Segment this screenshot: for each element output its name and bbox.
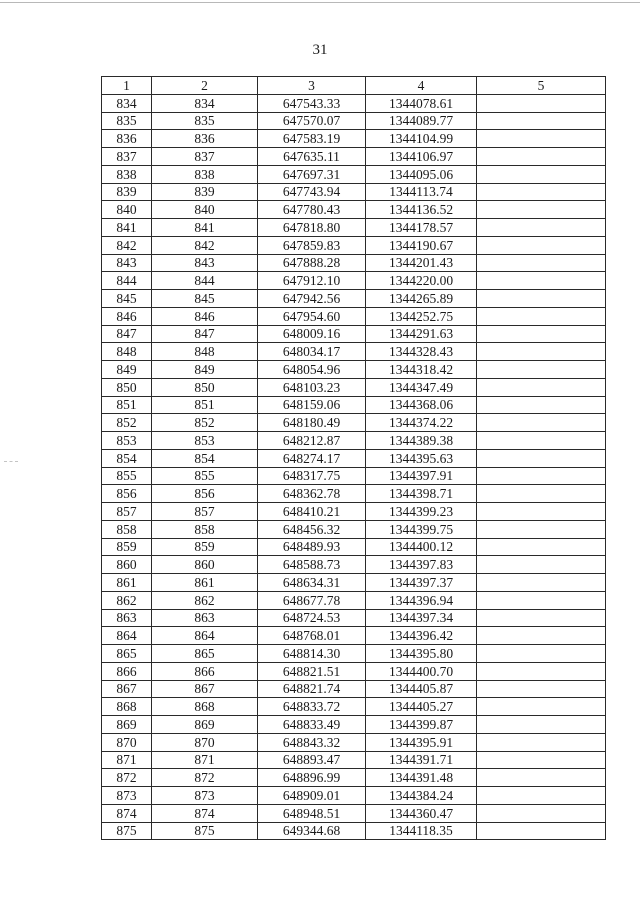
- point-id-cell: 869: [152, 716, 258, 734]
- point-number-cell: 835: [102, 112, 152, 130]
- column-header-3: 3: [258, 77, 366, 95]
- note-cell: [477, 591, 606, 609]
- point-number-cell: 841: [102, 219, 152, 237]
- note-cell: [477, 432, 606, 450]
- coordinate-y-cell: 1344395.80: [366, 645, 477, 663]
- coordinate-x-cell: 648274.17: [258, 449, 366, 467]
- table-row: [102, 396, 606, 414]
- note-cell: [477, 165, 606, 183]
- note-cell: [477, 645, 606, 663]
- table-row: [102, 201, 606, 219]
- coordinate-y-cell: 1344104.99: [366, 130, 477, 148]
- point-number-cell: 849: [102, 361, 152, 379]
- point-number-cell: 864: [102, 627, 152, 645]
- coordinate-x-cell: 647954.60: [258, 307, 366, 325]
- header-row: [102, 77, 606, 95]
- table-row: [102, 148, 606, 166]
- point-number-cell: 870: [102, 733, 152, 751]
- point-id-cell: 834: [152, 94, 258, 112]
- point-number-cell: 872: [102, 769, 152, 787]
- table-row: [102, 804, 606, 822]
- coordinate-y-cell: 1344396.42: [366, 627, 477, 645]
- note-cell: [477, 449, 606, 467]
- point-number-cell: 863: [102, 609, 152, 627]
- table-row: [102, 769, 606, 787]
- note-cell: [477, 272, 606, 290]
- point-number-cell: 837: [102, 148, 152, 166]
- table-row: [102, 716, 606, 734]
- coordinate-y-cell: 1344078.61: [366, 94, 477, 112]
- point-id-cell: 864: [152, 627, 258, 645]
- point-number-cell: 873: [102, 787, 152, 805]
- table-row: [102, 538, 606, 556]
- coordinate-x-cell: 648814.30: [258, 645, 366, 663]
- point-id-cell: 851: [152, 396, 258, 414]
- note-cell: [477, 378, 606, 396]
- point-id-cell: 835: [152, 112, 258, 130]
- note-cell: [477, 361, 606, 379]
- note-cell: [477, 414, 606, 432]
- point-id-cell: 872: [152, 769, 258, 787]
- coordinate-y-cell: 1344095.06: [366, 165, 477, 183]
- note-cell: [477, 343, 606, 361]
- point-id-cell: 840: [152, 201, 258, 219]
- point-id-cell: 861: [152, 574, 258, 592]
- column-header-2: 2: [152, 77, 258, 95]
- note-cell: [477, 503, 606, 521]
- table-row: [102, 449, 606, 467]
- point-id-cell: 844: [152, 272, 258, 290]
- point-id-cell: 873: [152, 787, 258, 805]
- table-row: [102, 485, 606, 503]
- note-cell: [477, 467, 606, 485]
- table-row: [102, 680, 606, 698]
- table-header: [102, 77, 606, 95]
- table-row: [102, 307, 606, 325]
- point-id-cell: 850: [152, 378, 258, 396]
- note-cell: [477, 201, 606, 219]
- point-number-cell: 871: [102, 751, 152, 769]
- coordinate-y-cell: 1344396.94: [366, 591, 477, 609]
- note-cell: [477, 325, 606, 343]
- coordinate-x-cell: 648833.72: [258, 698, 366, 716]
- coordinate-x-cell: 647818.80: [258, 219, 366, 237]
- coordinate-x-cell: 648821.74: [258, 680, 366, 698]
- coordinate-y-cell: 1344291.63: [366, 325, 477, 343]
- note-cell: [477, 609, 606, 627]
- point-id-cell: 858: [152, 520, 258, 538]
- note-cell: [477, 112, 606, 130]
- coordinate-y-cell: 1344399.23: [366, 503, 477, 521]
- point-number-cell: 875: [102, 822, 152, 840]
- table-row: [102, 662, 606, 680]
- point-id-cell: 843: [152, 254, 258, 272]
- point-number-cell: 859: [102, 538, 152, 556]
- table-row: [102, 378, 606, 396]
- coordinate-y-cell: 1344391.71: [366, 751, 477, 769]
- table-row: [102, 254, 606, 272]
- point-id-cell: 856: [152, 485, 258, 503]
- coordinate-x-cell: 648362.78: [258, 485, 366, 503]
- margin-mark: [4, 461, 18, 462]
- coordinate-y-cell: 1344089.77: [366, 112, 477, 130]
- point-id-cell: 874: [152, 804, 258, 822]
- note-cell: [477, 733, 606, 751]
- point-id-cell: 860: [152, 556, 258, 574]
- point-number-cell: 855: [102, 467, 152, 485]
- point-number-cell: 867: [102, 680, 152, 698]
- note-cell: [477, 183, 606, 201]
- point-number-cell: 842: [102, 236, 152, 254]
- table-row: [102, 219, 606, 237]
- point-number-cell: 838: [102, 165, 152, 183]
- table-row: [102, 414, 606, 432]
- table-row: [102, 272, 606, 290]
- point-id-cell: 867: [152, 680, 258, 698]
- point-number-cell: 848: [102, 343, 152, 361]
- point-id-cell: 865: [152, 645, 258, 663]
- table-row: [102, 183, 606, 201]
- page-number: 31: [312, 42, 328, 58]
- point-id-cell: 847: [152, 325, 258, 343]
- coordinate-x-cell: 647583.19: [258, 130, 366, 148]
- coordinate-x-cell: 647780.43: [258, 201, 366, 219]
- coordinate-x-cell: 647697.31: [258, 165, 366, 183]
- note-cell: [477, 574, 606, 592]
- point-number-cell: 865: [102, 645, 152, 663]
- coordinate-x-cell: 648410.21: [258, 503, 366, 521]
- coordinate-y-cell: 1344252.75: [366, 307, 477, 325]
- coordinate-x-cell: 648180.49: [258, 414, 366, 432]
- coordinate-y-cell: 1344399.75: [366, 520, 477, 538]
- point-id-cell: 848: [152, 343, 258, 361]
- point-number-cell: 869: [102, 716, 152, 734]
- point-id-cell: 837: [152, 148, 258, 166]
- coordinate-y-cell: 1344374.22: [366, 414, 477, 432]
- point-number-cell: 856: [102, 485, 152, 503]
- coordinate-x-cell: 648893.47: [258, 751, 366, 769]
- table-row: [102, 627, 606, 645]
- coordinate-x-cell: 648833.49: [258, 716, 366, 734]
- note-cell: [477, 396, 606, 414]
- coordinate-y-cell: 1344265.89: [366, 290, 477, 308]
- coordinate-y-cell: 1344113.74: [366, 183, 477, 201]
- coordinate-x-cell: 648456.32: [258, 520, 366, 538]
- note-cell: [477, 485, 606, 503]
- point-number-cell: 868: [102, 698, 152, 716]
- table-row: [102, 361, 606, 379]
- coordinate-y-cell: 1344201.43: [366, 254, 477, 272]
- table-row: [102, 574, 606, 592]
- note-cell: [477, 130, 606, 148]
- point-id-cell: 875: [152, 822, 258, 840]
- table-row: [102, 645, 606, 663]
- note-cell: [477, 556, 606, 574]
- point-number-cell: 836: [102, 130, 152, 148]
- point-number-cell: 844: [102, 272, 152, 290]
- coordinate-x-cell: 647942.56: [258, 290, 366, 308]
- coordinate-y-cell: 1344318.42: [366, 361, 477, 379]
- coordinate-y-cell: 1344328.43: [366, 343, 477, 361]
- coordinate-y-cell: 1344405.87: [366, 680, 477, 698]
- point-id-cell: 859: [152, 538, 258, 556]
- note-cell: [477, 307, 606, 325]
- note-cell: [477, 538, 606, 556]
- coordinate-y-cell: 1344397.34: [366, 609, 477, 627]
- table-row: [102, 94, 606, 112]
- table-row: [102, 733, 606, 751]
- coordinate-y-cell: 1344360.47: [366, 804, 477, 822]
- table-row: [102, 290, 606, 308]
- note-cell: [477, 787, 606, 805]
- coordinate-y-cell: 1344368.06: [366, 396, 477, 414]
- point-number-cell: 846: [102, 307, 152, 325]
- coordinate-y-cell: 1344391.48: [366, 769, 477, 787]
- coordinate-x-cell: 648159.06: [258, 396, 366, 414]
- note-cell: [477, 520, 606, 538]
- point-id-cell: 870: [152, 733, 258, 751]
- point-number-cell: 858: [102, 520, 152, 538]
- table-row: [102, 236, 606, 254]
- point-id-cell: 839: [152, 183, 258, 201]
- point-id-cell: 857: [152, 503, 258, 521]
- point-id-cell: 871: [152, 751, 258, 769]
- table-row: [102, 556, 606, 574]
- point-id-cell: 863: [152, 609, 258, 627]
- column-header-5: 5: [477, 77, 606, 95]
- table-row: [102, 112, 606, 130]
- coordinate-x-cell: 647888.28: [258, 254, 366, 272]
- table-row: [102, 822, 606, 840]
- table-row: [102, 698, 606, 716]
- coordinate-y-cell: 1344190.67: [366, 236, 477, 254]
- point-id-cell: 852: [152, 414, 258, 432]
- note-cell: [477, 698, 606, 716]
- coordinate-y-cell: 1344397.37: [366, 574, 477, 592]
- point-number-cell: 840: [102, 201, 152, 219]
- note-cell: [477, 751, 606, 769]
- coordinate-y-cell: 1344118.35: [366, 822, 477, 840]
- coordinate-x-cell: 648768.01: [258, 627, 366, 645]
- coordinate-y-cell: 1344136.52: [366, 201, 477, 219]
- coordinate-y-cell: 1344106.97: [366, 148, 477, 166]
- coordinate-x-cell: 648103.23: [258, 378, 366, 396]
- coordinate-x-cell: 648034.17: [258, 343, 366, 361]
- coordinate-x-cell: 648489.93: [258, 538, 366, 556]
- point-id-cell: 836: [152, 130, 258, 148]
- point-number-cell: 861: [102, 574, 152, 592]
- table-row: [102, 165, 606, 183]
- coordinate-y-cell: 1344384.24: [366, 787, 477, 805]
- coordinate-x-cell: 648843.32: [258, 733, 366, 751]
- coordinate-y-cell: 1344405.27: [366, 698, 477, 716]
- column-header-1: 1: [102, 77, 152, 95]
- coordinate-x-cell: 648724.53: [258, 609, 366, 627]
- point-id-cell: 842: [152, 236, 258, 254]
- note-cell: [477, 290, 606, 308]
- point-number-cell: 853: [102, 432, 152, 450]
- point-number-cell: 839: [102, 183, 152, 201]
- table-row: [102, 503, 606, 521]
- coordinate-x-cell: 648634.31: [258, 574, 366, 592]
- note-cell: [477, 148, 606, 166]
- point-id-cell: 849: [152, 361, 258, 379]
- point-id-cell: 868: [152, 698, 258, 716]
- note-cell: [477, 254, 606, 272]
- table-row: [102, 591, 606, 609]
- note-cell: [477, 769, 606, 787]
- coordinate-y-cell: 1344178.57: [366, 219, 477, 237]
- point-id-cell: 866: [152, 662, 258, 680]
- coordinate-x-cell: 648909.01: [258, 787, 366, 805]
- point-id-cell: 846: [152, 307, 258, 325]
- table-row: [102, 467, 606, 485]
- note-cell: [477, 804, 606, 822]
- top-edge-rule: [0, 2, 640, 3]
- point-number-cell: 850: [102, 378, 152, 396]
- coordinate-x-cell: 648317.75: [258, 467, 366, 485]
- point-number-cell: 862: [102, 591, 152, 609]
- note-cell: [477, 822, 606, 840]
- point-number-cell: 854: [102, 449, 152, 467]
- coordinate-x-cell: 647635.11: [258, 148, 366, 166]
- table-row: [102, 325, 606, 343]
- coordinate-y-cell: 1344389.38: [366, 432, 477, 450]
- note-cell: [477, 716, 606, 734]
- coordinate-x-cell: 647570.07: [258, 112, 366, 130]
- point-number-cell: 874: [102, 804, 152, 822]
- point-id-cell: 853: [152, 432, 258, 450]
- coordinate-x-cell: 648821.51: [258, 662, 366, 680]
- coordinate-x-cell: 647859.83: [258, 236, 366, 254]
- note-cell: [477, 236, 606, 254]
- coordinate-x-cell: 647912.10: [258, 272, 366, 290]
- coordinate-y-cell: 1344399.87: [366, 716, 477, 734]
- table-row: [102, 520, 606, 538]
- note-cell: [477, 94, 606, 112]
- coordinate-x-cell: 648588.73: [258, 556, 366, 574]
- coordinates-table: [101, 76, 606, 840]
- coordinate-y-cell: 1344397.91: [366, 467, 477, 485]
- table-row: [102, 751, 606, 769]
- table-row: [102, 432, 606, 450]
- note-cell: [477, 662, 606, 680]
- point-id-cell: 838: [152, 165, 258, 183]
- coordinate-x-cell: 648677.78: [258, 591, 366, 609]
- point-id-cell: 854: [152, 449, 258, 467]
- table-row: [102, 609, 606, 627]
- table-body: [102, 94, 606, 840]
- column-header-4: 4: [366, 77, 477, 95]
- point-id-cell: 845: [152, 290, 258, 308]
- point-id-cell: 855: [152, 467, 258, 485]
- coordinate-x-cell: 648212.87: [258, 432, 366, 450]
- point-id-cell: 862: [152, 591, 258, 609]
- point-number-cell: 843: [102, 254, 152, 272]
- coordinate-x-cell: 647543.33: [258, 94, 366, 112]
- table-row: [102, 130, 606, 148]
- point-number-cell: 845: [102, 290, 152, 308]
- coordinate-y-cell: 1344395.63: [366, 449, 477, 467]
- note-cell: [477, 627, 606, 645]
- point-number-cell: 847: [102, 325, 152, 343]
- coordinate-x-cell: 648896.99: [258, 769, 366, 787]
- coordinate-x-cell: 647743.94: [258, 183, 366, 201]
- point-number-cell: 860: [102, 556, 152, 574]
- point-number-cell: 866: [102, 662, 152, 680]
- coordinate-y-cell: 1344397.83: [366, 556, 477, 574]
- coordinate-y-cell: 1344395.91: [366, 733, 477, 751]
- coordinate-x-cell: 648054.96: [258, 361, 366, 379]
- coordinate-y-cell: 1344220.00: [366, 272, 477, 290]
- note-cell: [477, 680, 606, 698]
- point-id-cell: 841: [152, 219, 258, 237]
- coordinate-x-cell: 649344.68: [258, 822, 366, 840]
- coordinate-y-cell: 1344398.71: [366, 485, 477, 503]
- coordinate-y-cell: 1344400.12: [366, 538, 477, 556]
- point-number-cell: 857: [102, 503, 152, 521]
- coordinate-x-cell: 648009.16: [258, 325, 366, 343]
- note-cell: [477, 219, 606, 237]
- coordinate-x-cell: 648948.51: [258, 804, 366, 822]
- table-row: [102, 787, 606, 805]
- table-row: [102, 343, 606, 361]
- point-number-cell: 851: [102, 396, 152, 414]
- point-number-cell: 852: [102, 414, 152, 432]
- point-number-cell: 834: [102, 94, 152, 112]
- coordinate-y-cell: 1344400.70: [366, 662, 477, 680]
- coordinate-y-cell: 1344347.49: [366, 378, 477, 396]
